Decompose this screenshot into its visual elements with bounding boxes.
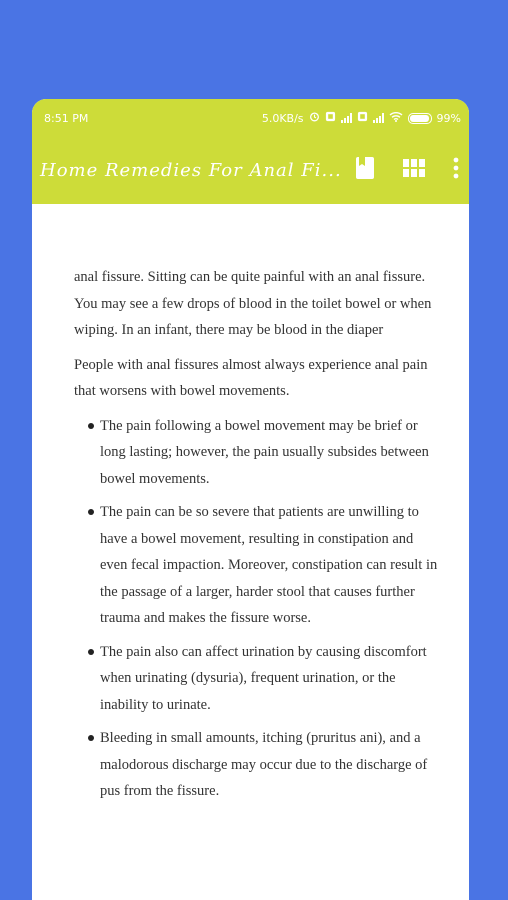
list-item: The pain can be so severe that patients are unwilling to have a bowel movement, resulting in constipation and even fecal impaction. Moreover, constipation can result in the passage of a larger, harder stool that causes further trauma and makes the fissure worse. [74,499,439,632]
more-vert-icon[interactable] [453,157,459,184]
battery-icon [408,113,432,124]
status-bar [32,99,469,137]
battery-level: 99% [436,111,461,125]
alarm-icon [309,111,320,125]
list-item: The pain following a bowel movement may be brief or long lasting; however, the pain usually subsides between bowel movements. [74,413,439,493]
list-item: The pain also can affect urination by causing discomfort when urinating (dysuria), frequent urination, or the inability to urinate. [74,639,439,719]
phone-screen [32,99,469,900]
paragraph: People with anal fissures almost always experience anal pain that worsens with bowel movements. [74,356,428,399]
status-icons [262,111,461,125]
bullet-list [74,413,439,805]
signal-icon-2 [373,113,384,123]
wifi-icon [389,111,403,125]
volte-icon [325,111,336,125]
app-toolbar [32,137,469,204]
bookmark-icon[interactable] [355,156,375,185]
toolbar-title: Home Remedies For Anal Fi... [40,160,342,181]
network-speed: 5.0KB/s [261,111,304,125]
toolbar-actions [355,156,459,185]
paragraph: anal fissure. Sitting can be quite painful with an anal fissure. You may see a few drops of blood in the toilet bowel or when wiping. In an infant, there may be blood in the diaper [74,269,432,338]
article-content [32,204,469,805]
status-time: 8:51 PM [44,111,89,125]
list-item: Bleeding in small amounts, itching (pruritus ani), and a malodorous discharge may occur due to the discharge of pus from the fissure. [74,725,439,805]
signal-icon-1 [341,113,352,123]
volte-icon-2 [357,111,368,125]
grid-icon[interactable] [403,159,425,182]
